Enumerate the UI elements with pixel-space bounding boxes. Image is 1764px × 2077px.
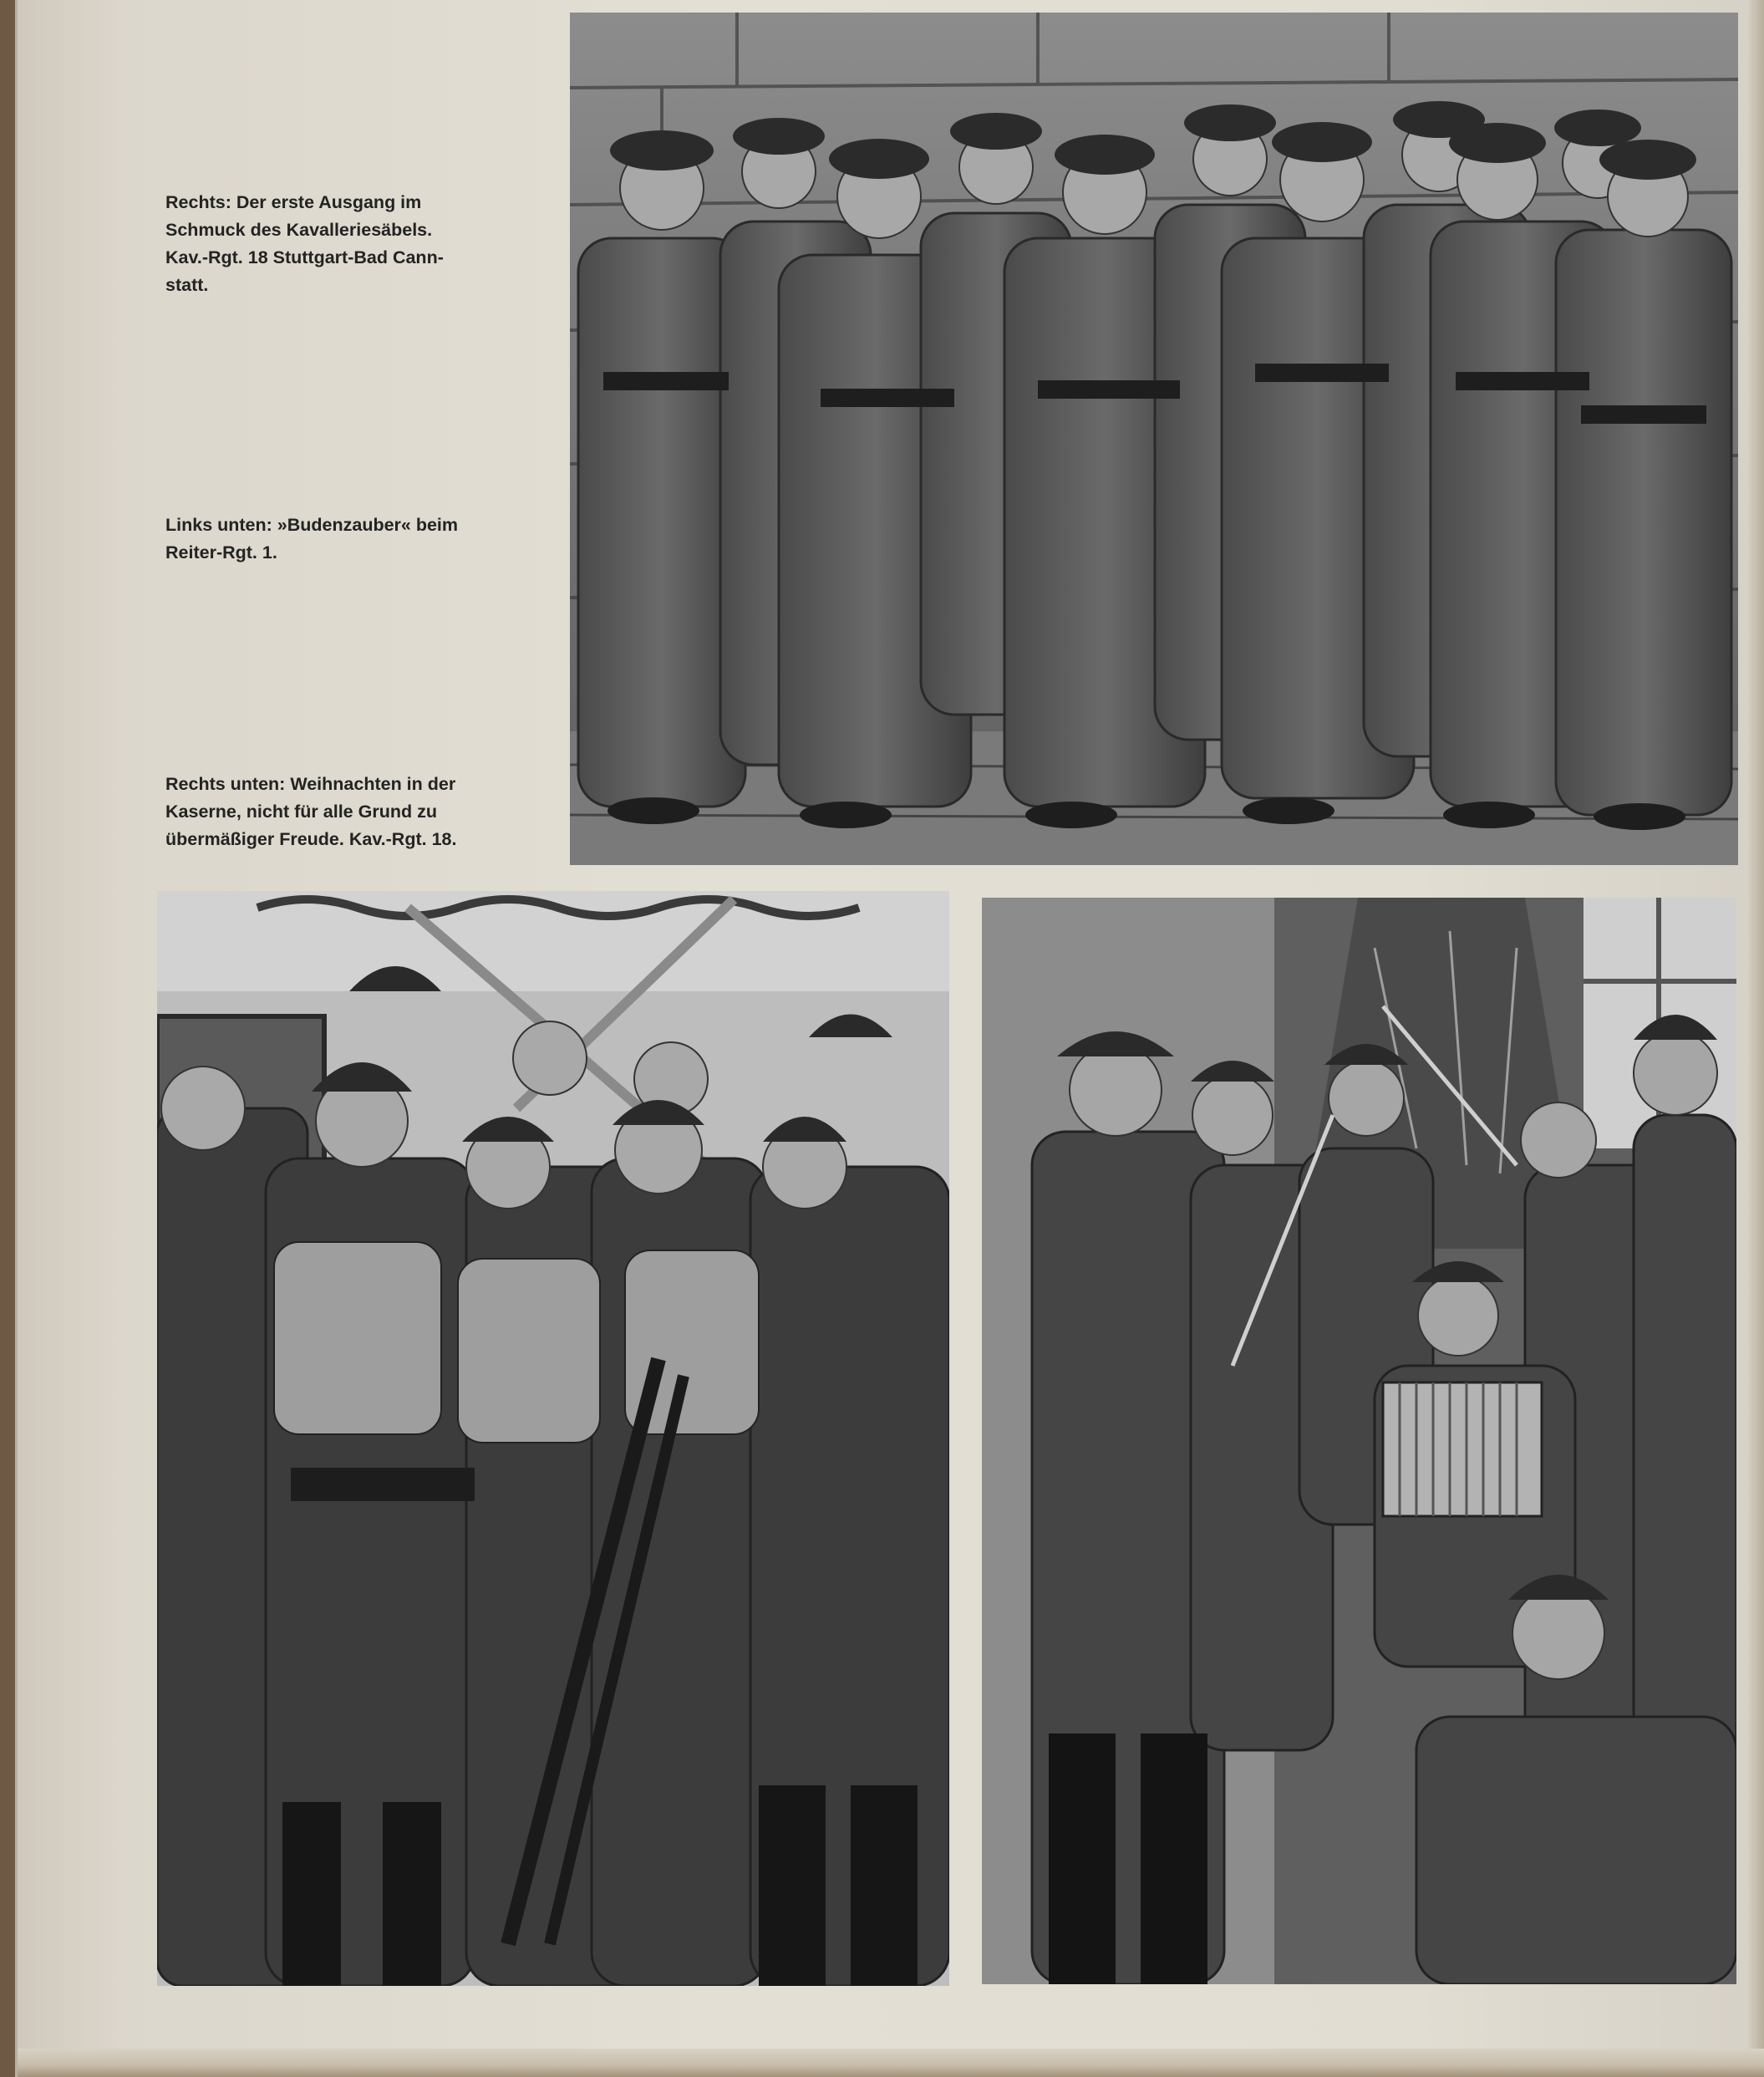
caption-bottom-right-photo: Rechts unten: Weihnachten in der Kaserne, nicht für alle Grund zu übermäßiger Freude. Kav.-Rgt. 18.: [165, 774, 457, 849]
photo-christmas-barracks-image: [982, 898, 1736, 1984]
photo-barracks-room-image: [157, 891, 949, 1986]
caption-bottom-left-photo: Links unten: »Budenzauber« beim Reiter-Rgt. 1.: [165, 515, 459, 563]
photo-soldiers-group-image: [570, 13, 1738, 865]
photo-christmas-barracks: [982, 898, 1736, 1984]
photo-barracks-room: [157, 891, 949, 1986]
page-edge-bottom: [18, 2049, 1764, 2077]
photo-soldiers-group: [570, 13, 1738, 865]
caption-top-photo: Rechts: Der erste Ausgang im Schmuck des Kavalleriesäbels. Kav.-Rgt. 18 Stuttgart-Bad Cann- statt.: [165, 192, 444, 295]
page-edge-right: [1748, 0, 1764, 2077]
